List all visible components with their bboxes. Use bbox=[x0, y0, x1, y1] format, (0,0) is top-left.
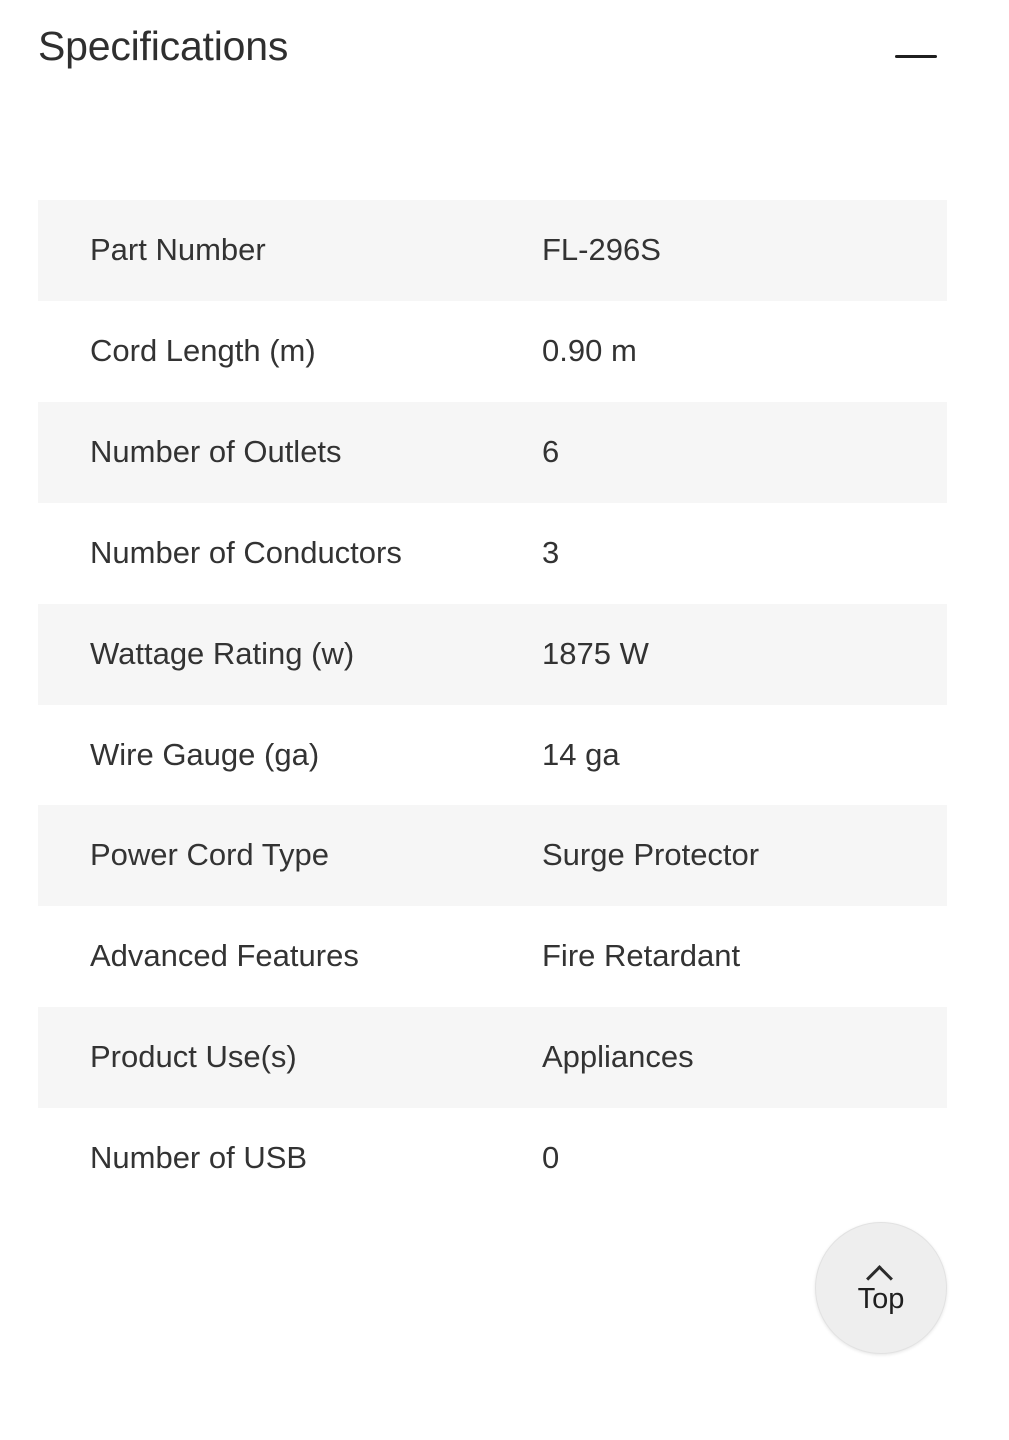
spec-label: Wattage Rating (w) bbox=[90, 635, 355, 671]
table-row bbox=[38, 906, 947, 1007]
spec-value: 1875 W bbox=[542, 635, 649, 671]
spec-label: Number of USB bbox=[90, 1140, 308, 1176]
spec-label: Number of Conductors bbox=[90, 534, 402, 570]
spec-value: Appliances bbox=[542, 1039, 694, 1075]
collapse-section-button[interactable] bbox=[893, 34, 939, 80]
minus-icon bbox=[895, 55, 937, 58]
table-row bbox=[38, 1007, 947, 1108]
spec-value: Fire Retardant bbox=[542, 938, 741, 974]
spec-label: Wire Gauge (ga) bbox=[90, 736, 320, 772]
table-row bbox=[38, 200, 947, 301]
spec-value: FL-296S bbox=[542, 232, 661, 267]
table-row bbox=[38, 705, 947, 806]
spec-label: Product Use(s) bbox=[90, 1039, 297, 1075]
table-row bbox=[38, 503, 947, 604]
table-row bbox=[38, 604, 947, 705]
chevron-up-icon bbox=[866, 1263, 896, 1279]
spec-value: Surge Protector bbox=[542, 837, 760, 873]
table-row bbox=[38, 402, 947, 503]
spec-value: 3 bbox=[542, 534, 560, 570]
table-row bbox=[38, 1108, 947, 1209]
spec-label: Part Number bbox=[90, 232, 266, 267]
specifications-table bbox=[38, 200, 947, 1209]
spec-value: 6 bbox=[542, 433, 560, 469]
spec-label: Power Cord Type bbox=[90, 837, 329, 873]
page-bottom-edge bbox=[0, 1436, 1009, 1440]
back-to-top-label: Top bbox=[857, 1282, 905, 1315]
spec-value: 0 bbox=[542, 1140, 560, 1176]
spec-label: Advanced Features bbox=[90, 938, 359, 974]
table-row bbox=[38, 805, 947, 906]
table-row bbox=[38, 301, 947, 402]
spec-label: Cord Length (m) bbox=[90, 332, 316, 368]
back-to-top-button[interactable] bbox=[815, 1222, 947, 1354]
page-title: Specifications bbox=[38, 23, 289, 69]
specifications-header bbox=[0, 0, 1009, 80]
spec-label: Number of Outlets bbox=[90, 433, 342, 469]
spec-value: 0.90 m bbox=[542, 332, 637, 368]
spec-value: 14 ga bbox=[542, 736, 620, 772]
